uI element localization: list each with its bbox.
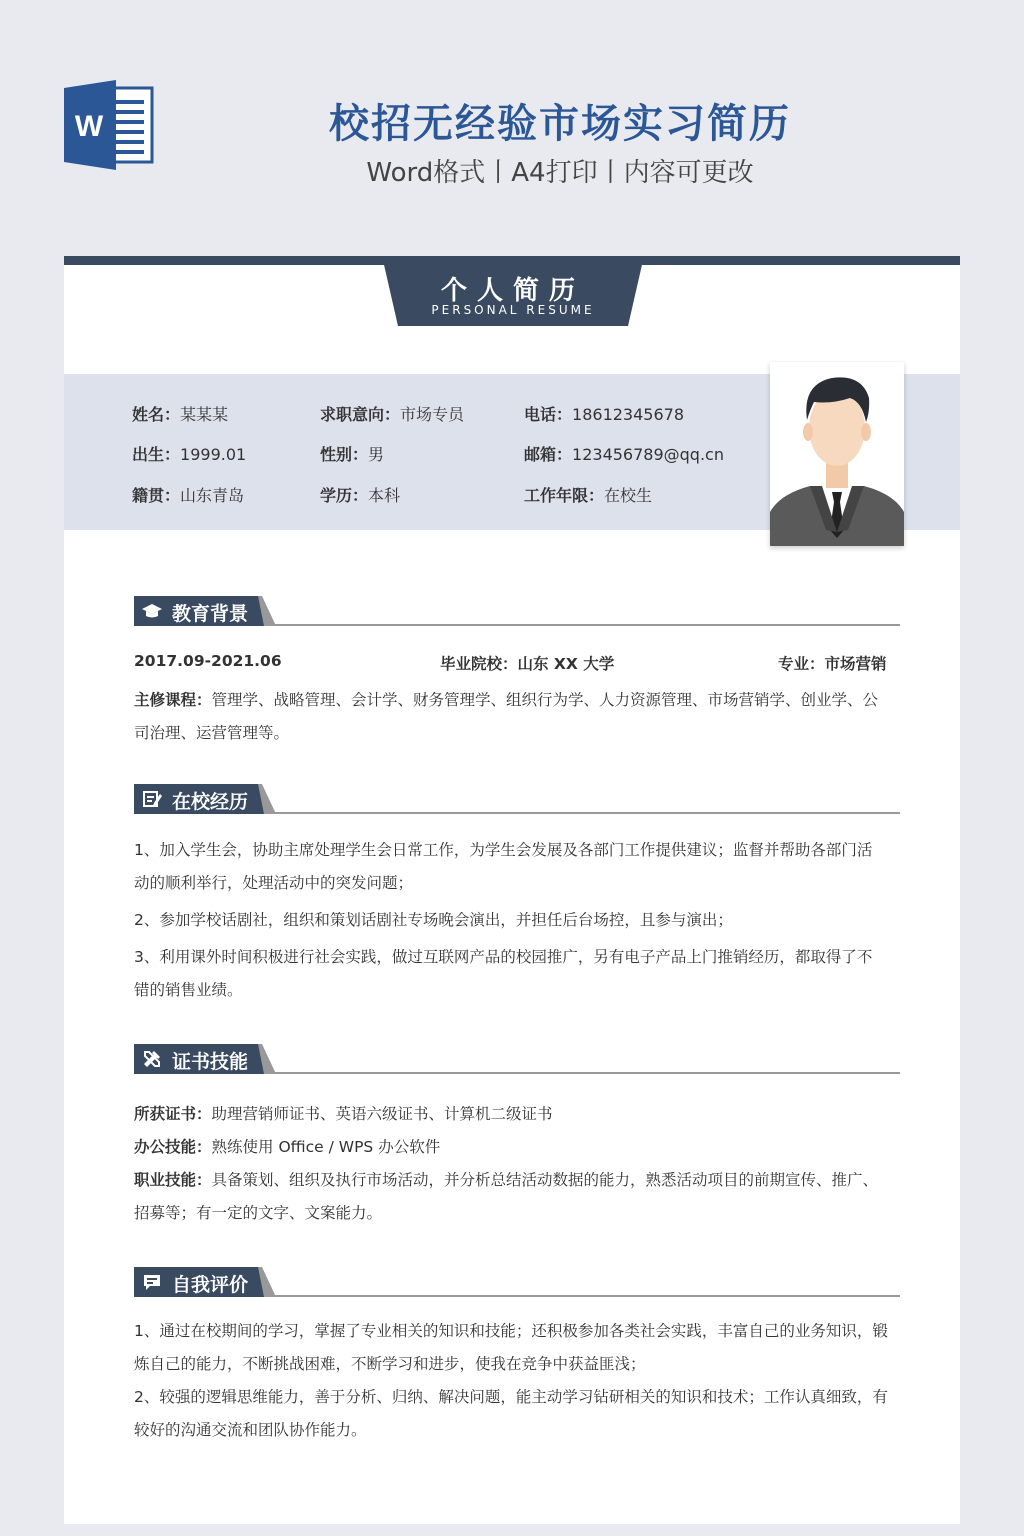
- self-eval-item-2: 2、较强的逻辑思维能力，善于分析、归纳、解决问题，能主动学习钻研相关的知识和技术；工作认真细致，有 较好的沟通交流和团队协作能力。: [134, 1388, 888, 1439]
- section-skills-header: [134, 1044, 900, 1076]
- campus-item-3: 3、利用课外时间积极进行社会实践，做过互联网产品的校园推广，另有电子产品上门推销经历，都取得了不 错的销售业绩。: [134, 948, 873, 999]
- section-education-header: [134, 596, 900, 628]
- resume-paper: [64, 256, 960, 1524]
- graduation-cap-icon: [142, 601, 162, 621]
- section-campus-header: [134, 784, 900, 816]
- profile-phone: 电话：18612345678: [524, 405, 685, 424]
- page-subtitle: Word格式丨A4打印丨内容可更改: [366, 158, 754, 188]
- education-school: 毕业院校：山东 XX 大学: [440, 655, 615, 673]
- resume-title-cn: 个人简历: [440, 276, 585, 306]
- section-education-title: 教育背景: [172, 603, 249, 625]
- resume-title-en: PERSONAL RESUME: [431, 303, 595, 317]
- education-courses: 主修课程：管理学、战略管理、会计学、财务管理学、组织行为学、人力资源管理、市场营销学、创业学、公 司治理、运营管理等。: [134, 691, 879, 742]
- banner: [0, 0, 1024, 256]
- campus-item-1: 1、加入学生会，协助主席处理学生会日常工作，为学生会发展及各部门工作提供建议；监督并帮助各部门活 动的顺利举行，处理活动中的突发问题；: [134, 841, 873, 892]
- comment-icon: [142, 1272, 162, 1292]
- skills-certificates: 所获证书：助理营销师证书、英语六级证书、计算机二级证书: [134, 1105, 553, 1123]
- section-skills-title: 证书技能: [172, 1051, 249, 1073]
- skills-professional: 职业技能：具备策划、组织及执行市场活动，并分析总结活动数据的能力，熟悉活动项目的前期宣传、推广、 招募等；有一定的文字、文案能力。: [134, 1171, 879, 1222]
- profile-work-years: 工作年限：在校生: [524, 486, 653, 505]
- profile-gender: 性别：男: [320, 445, 385, 464]
- education-period: 2017.09-2021.06: [134, 652, 282, 670]
- profile-intent: 求职意向：市场专员: [320, 405, 465, 424]
- avatar: [770, 362, 904, 546]
- campus-item-2: 2、参加学校话剧社，组织和策划话剧社专场晚会演出，并担任后台场控，且参与演出；: [134, 911, 733, 929]
- skills-office: 办公技能：熟练使用 Office / WPS 办公软件: [134, 1138, 441, 1156]
- profile-name: 姓名：某某某: [132, 405, 229, 424]
- education-major: 专业：市场营销: [778, 655, 887, 673]
- profile-email: 邮箱：123456789@qq.cn: [524, 445, 724, 464]
- word-document-icon: [64, 80, 156, 170]
- resume-title-tab: [382, 256, 644, 326]
- page-title: 校招无经验市场实习简历: [329, 101, 791, 147]
- tools-icon: [142, 1049, 162, 1069]
- edit-icon: [142, 789, 162, 809]
- self-eval-item-1: 1、通过在校期间的学习，掌握了专业相关的知识和技能；还积极参加各类社会实践，丰富自己的业务知识，锻 炼自己的能力，不断挑战困难，不断学习和进步，使我在竞争中获益匪浅；: [134, 1322, 888, 1373]
- profile-education: 学历：本科: [320, 486, 401, 505]
- profile-origin: 籍贯：山东青岛: [132, 486, 245, 505]
- section-campus-title: 在校经历: [172, 791, 249, 813]
- section-self-eval-header: [134, 1267, 900, 1299]
- profile-birth: 出生：1999.01: [132, 445, 247, 464]
- word-icon-letter: W: [74, 110, 104, 143]
- section-self-eval-title: 自我评价: [172, 1274, 249, 1296]
